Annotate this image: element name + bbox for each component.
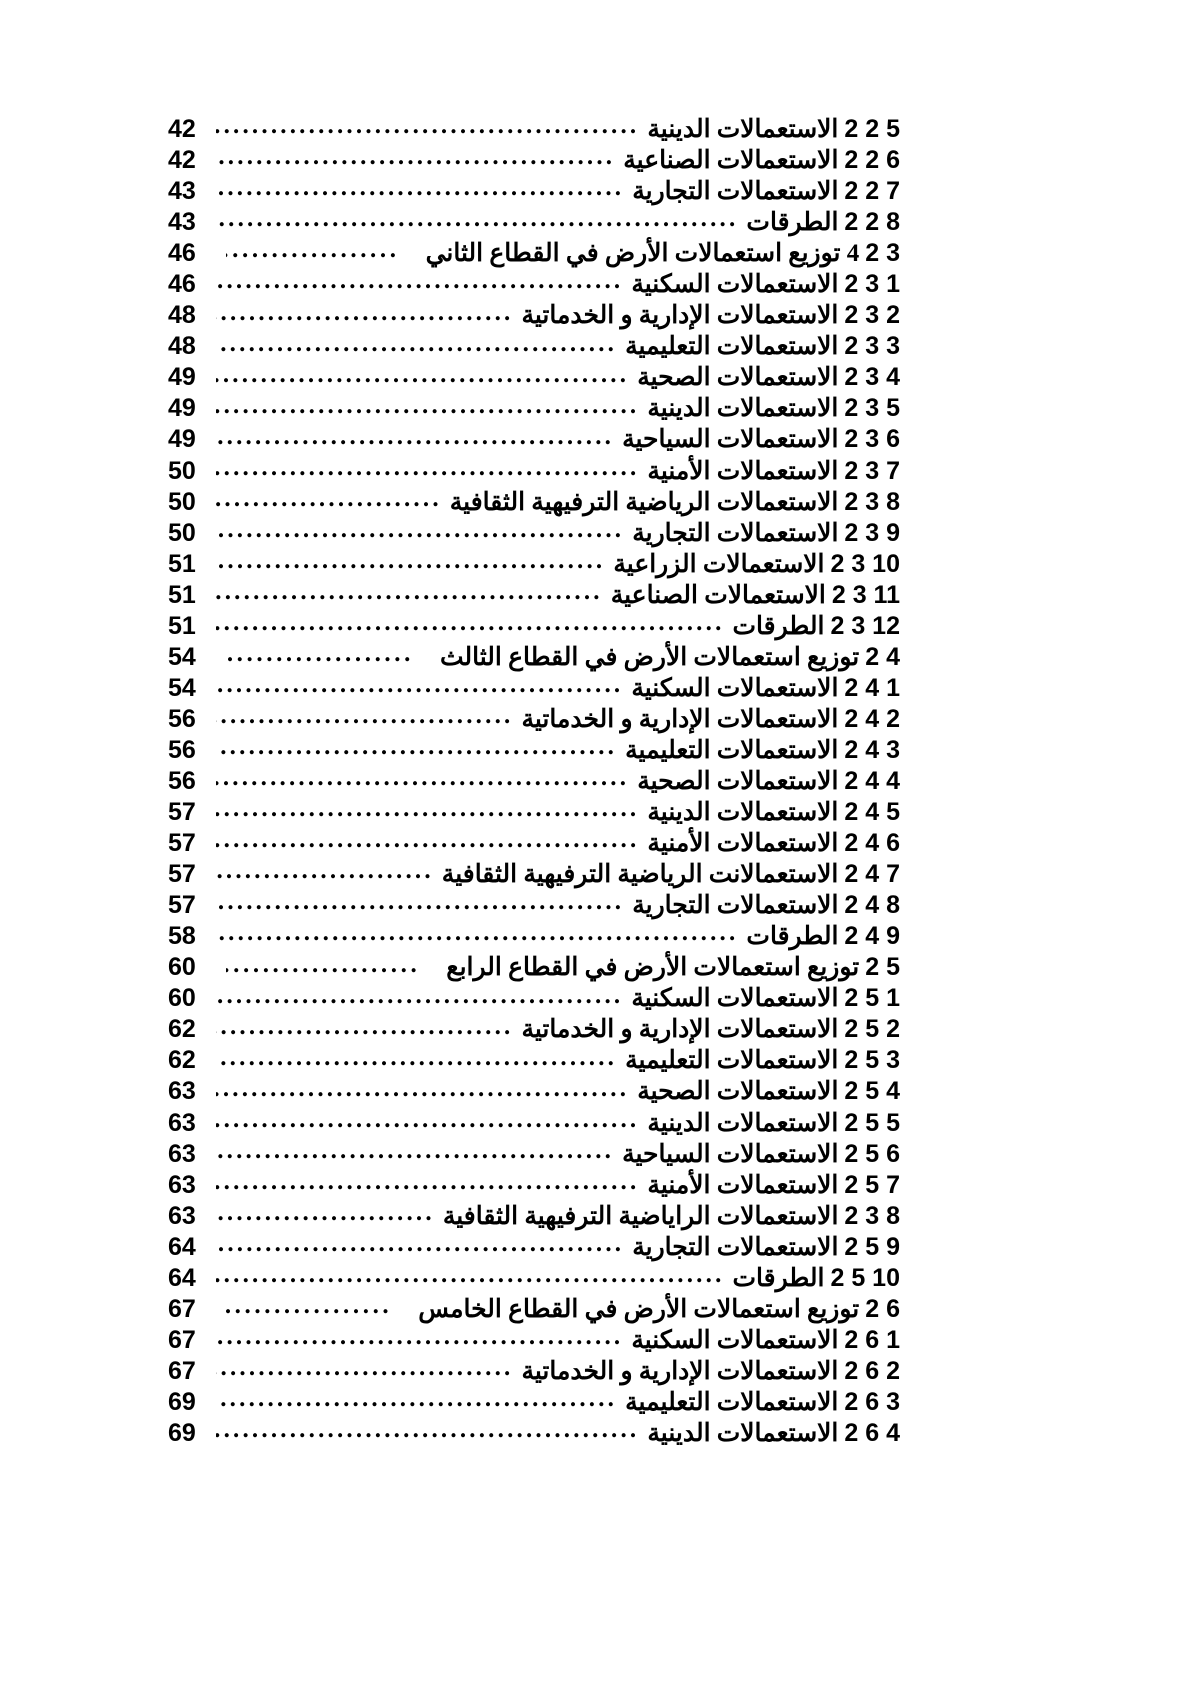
toc-entry-text	[631, 983, 900, 1014]
toc-entry-number: 2 4 2	[844, 704, 900, 733]
toc-entry-number: 2 5 5	[844, 1108, 900, 1137]
dot-leader	[216, 888, 624, 913]
toc-entry-title: الطرقات	[746, 923, 839, 951]
toc-entry-text	[418, 1294, 900, 1325]
dot-leader	[216, 795, 639, 820]
toc-entry-title: الاستعمالات الدينية	[647, 1109, 839, 1137]
toc-entry-row[interactable]	[168, 329, 900, 360]
toc-entry-text	[647, 1170, 900, 1201]
toc-entry-number: 2 4 9	[844, 922, 900, 951]
toc-entry-row[interactable]	[168, 1261, 900, 1292]
toc-entry-number: 2 4 5	[844, 798, 900, 827]
toc-entry-title: الاستعمالات السكنية	[631, 985, 839, 1013]
toc-entry-title: الاستعمالات السكنية	[631, 271, 839, 299]
toc-entry-row[interactable]	[168, 1137, 900, 1168]
toc-entry-title: الاستعمالات السكنية	[631, 674, 839, 702]
toc-entry-title: الاستعمالات الصحية	[637, 1078, 839, 1106]
toc-entry-number: 2 3 7	[844, 456, 900, 485]
toc-entry-title: الطرقات	[746, 209, 839, 237]
toc-entry-text	[647, 1418, 900, 1449]
dot-leader	[216, 1199, 435, 1224]
dot-leader	[216, 1106, 639, 1131]
toc-entry-text	[637, 1076, 900, 1107]
toc-entry-text	[746, 921, 900, 952]
toc-entry-text	[632, 890, 900, 921]
toc-entry-number: 2 4 3	[844, 735, 900, 764]
toc-entry-row[interactable]	[168, 857, 900, 888]
toc-entry-row[interactable]	[168, 826, 900, 857]
toc-entry-row[interactable]	[168, 578, 900, 609]
toc-entry-row[interactable]	[168, 547, 900, 578]
toc-page-number: 51	[168, 549, 196, 578]
toc-page-number: 63	[168, 1077, 196, 1106]
toc-entry-number: 2 3 3	[844, 332, 900, 361]
toc-entry-number: 2 3 8	[844, 1201, 900, 1230]
dot-leader	[216, 857, 434, 882]
toc-entry-title: الاستعمالات الإدارية و الخدماتية	[521, 1357, 839, 1385]
toc-entry-number: 2 6 1	[844, 1325, 900, 1354]
toc-entry-row[interactable]	[168, 702, 900, 733]
toc-entry-text	[746, 207, 900, 238]
toc-entry-number: 2 5 6	[844, 1139, 900, 1168]
toc-page-number: 48	[168, 332, 196, 361]
toc-entry-row[interactable]	[168, 733, 900, 764]
toc-entry-row[interactable]	[168, 1012, 900, 1043]
toc-entry-number: 2 2 6	[844, 146, 900, 175]
toc-entry-title: الاستعمالات التجارية	[632, 1233, 839, 1261]
dot-leader	[216, 1323, 623, 1348]
toc-entry-title: الاستعمالات الصحية	[637, 364, 839, 392]
dot-leader	[216, 733, 617, 758]
dot-leader	[216, 267, 623, 292]
toc-entry-text	[622, 1139, 900, 1170]
toc-entry-text	[625, 735, 900, 766]
toc-page-number: 46	[168, 239, 196, 268]
toc-entry-title: الاستعمالات الأمنية	[647, 457, 839, 485]
toc-page-number: 64	[168, 1263, 196, 1292]
dot-leader	[216, 1137, 614, 1162]
toc-entry-row[interactable]	[168, 391, 900, 422]
toc-entry-text	[637, 766, 900, 797]
toc-entry-number: 2 4 1	[844, 673, 900, 702]
dot-leader	[216, 578, 603, 603]
toc-entry-text	[426, 238, 900, 269]
toc-entry-text	[521, 704, 900, 735]
toc-entry-title: توزيع استعمالات الأرض في القطاع الخامس	[418, 1295, 860, 1323]
toc-entry-number: 2 3	[865, 239, 900, 268]
toc-page-number: 46	[168, 270, 196, 299]
toc-entry-number: 2 3 2	[844, 301, 900, 330]
dot-leader	[216, 609, 725, 634]
toc-entry-text	[625, 331, 900, 362]
toc-entry-row[interactable]	[168, 143, 900, 174]
toc-entry-number: 2 6 2	[844, 1356, 900, 1385]
toc-entry-row[interactable]	[168, 1416, 900, 1447]
toc-page-number: 51	[168, 580, 196, 609]
dot-leader	[216, 422, 614, 447]
toc-entry-title: الاستعمالات الإدارية و الخدماتية	[521, 302, 839, 330]
toc-entry-number: 2 3 11	[831, 580, 900, 609]
toc-entry-title: الاستعمالات التعليمية	[625, 1047, 839, 1075]
toc-entry-row[interactable]	[168, 1199, 900, 1230]
dot-leader	[216, 547, 605, 572]
dot-leader	[216, 1230, 624, 1255]
toc-page-number: 58	[168, 922, 196, 951]
dot-leader	[216, 1354, 513, 1379]
toc-entry-number: 2 5 9	[844, 1232, 900, 1261]
dot-leader	[226, 236, 400, 261]
dot-leader	[226, 640, 414, 665]
toc-entry-row[interactable]	[168, 1074, 900, 1105]
toc-section-row[interactable]	[168, 640, 900, 671]
toc-page-number: 57	[168, 860, 196, 889]
toc-page-number: 62	[168, 1015, 196, 1044]
dot-leader	[216, 702, 513, 727]
toc-entry-title: الاستعمالات الدينية	[647, 116, 839, 143]
toc-page-number: 51	[168, 611, 196, 640]
toc-entry-text	[625, 1045, 900, 1076]
toc-entry-title: الاستعمالات الصناعية	[623, 147, 839, 175]
toc-entry-number: 2 3 10	[830, 549, 900, 578]
toc-entry-text	[647, 1108, 900, 1139]
toc-entry-row[interactable]	[168, 267, 900, 298]
toc-entry-number: 2 5	[865, 953, 900, 982]
toc-entry-text	[647, 456, 900, 487]
toc-entry-row[interactable]	[168, 174, 900, 205]
toc-entry-row[interactable]	[168, 888, 900, 919]
toc-entry-text	[631, 1325, 900, 1356]
toc-section-row[interactable]	[168, 1292, 900, 1323]
dot-leader	[216, 454, 639, 479]
toc-entry-number: 2 5 7	[844, 1170, 900, 1199]
toc-page-number: 56	[168, 766, 196, 795]
toc-entry-row[interactable]	[168, 671, 900, 702]
toc-page-number: 69	[168, 1387, 196, 1416]
dot-leader	[216, 360, 629, 385]
toc-entry-title: الاستعمالات السياحية	[622, 426, 839, 454]
toc-page-number: 67	[168, 1325, 196, 1354]
dot-leader	[216, 671, 623, 696]
toc-entry-title: الاستعمالات الأمنية	[647, 1171, 839, 1199]
toc-entry-number: 2 2 5	[844, 115, 900, 143]
toc-entry-number: 2 3 4	[844, 363, 900, 392]
toc-entry-number: 2 6 3	[844, 1387, 900, 1416]
toc-entry-row[interactable]	[168, 485, 900, 516]
dot-leader	[216, 516, 624, 541]
toc-entry-title: الاستعمالات الصناعية	[610, 581, 826, 609]
dot-leader	[216, 143, 615, 168]
toc-entry-title: الاستعمالات التجارية	[632, 519, 839, 547]
toc-entry-text	[613, 549, 900, 580]
toc-entry-text	[623, 145, 900, 176]
toc-entry-title: الاستعمالات الدينية	[647, 799, 839, 827]
toc-page-number: 54	[168, 673, 196, 702]
toc-entry-text	[647, 393, 900, 424]
dot-leader	[216, 1043, 617, 1068]
table-of-contents	[168, 112, 900, 1447]
toc-entry-row[interactable]	[168, 1354, 900, 1385]
toc-page-number: 43	[168, 177, 196, 206]
toc-page-number: 54	[168, 642, 196, 671]
dot-leader	[216, 1416, 639, 1441]
dot-leader	[216, 919, 738, 944]
toc-page-number: 49	[168, 363, 196, 392]
toc-entry-title: الاستعمالات الأمنية	[647, 830, 839, 858]
dot-leader	[216, 1385, 617, 1410]
toc-entry-text	[647, 828, 900, 859]
toc-entry-text	[631, 269, 900, 300]
toc-page-number: 62	[168, 1046, 196, 1075]
toc-entry-text	[647, 797, 900, 828]
toc-entry-title: الاستعمالات الصحية	[637, 767, 839, 795]
toc-entry-number: 2 6	[865, 1294, 900, 1323]
toc-entry-number: 2 5 1	[844, 984, 900, 1013]
toc-page-number: 50	[168, 456, 196, 485]
dot-leader	[216, 1168, 639, 1193]
toc-entry-text	[442, 859, 900, 890]
dot-leader	[216, 391, 639, 416]
toc-entry-title: الاستعمالات التعليمية	[625, 333, 839, 361]
toc-entry-row[interactable]	[168, 112, 900, 143]
toc-page-number: 56	[168, 704, 196, 733]
toc-entry-row[interactable]	[168, 1168, 900, 1199]
dot-leader	[216, 1074, 629, 1099]
toc-entry-row[interactable]	[168, 360, 900, 391]
toc-entry-title: توزيع استعمالات الأرض في القطاع الثالث	[439, 643, 860, 671]
toc-entry-title: الاستعمالات التعليمية	[625, 1388, 839, 1416]
toc-entry-row[interactable]	[168, 919, 900, 950]
toc-entry-text	[631, 673, 900, 704]
toc-entry-title: الاستعمالات الراياضية الترفيهية الثقافية	[442, 1202, 839, 1230]
toc-entry-text	[521, 1356, 900, 1387]
toc-page-number: 49	[168, 394, 196, 423]
toc-entry-row[interactable]	[168, 795, 900, 826]
toc-entry-row[interactable]	[168, 205, 900, 236]
toc-entry-number: 2 5 2	[844, 1015, 900, 1044]
toc-entry-number: 2 3 1	[844, 270, 900, 299]
toc-entry-title: الطرقات	[732, 1264, 825, 1292]
toc-entry-number: 2 3 9	[844, 518, 900, 547]
toc-entry-title: الاستعمالات الإدارية و الخدماتية	[521, 705, 839, 733]
toc-page-number: 42	[168, 115, 196, 143]
dot-leader	[226, 1292, 392, 1317]
toc-page-number: 57	[168, 829, 196, 858]
toc-page-number: 49	[168, 425, 196, 454]
toc-entry-title: الطرقات	[732, 612, 825, 640]
toc-entry-number: 2 4	[865, 642, 900, 671]
toc-section-row[interactable]	[168, 950, 900, 981]
toc-page-number: 64	[168, 1232, 196, 1261]
dot-leader	[216, 826, 639, 851]
toc-entry-row[interactable]	[168, 454, 900, 485]
toc-entry-number: 2 2 7	[844, 177, 900, 206]
toc-entry-row[interactable]	[168, 1230, 900, 1261]
toc-page-number: 50	[168, 518, 196, 547]
toc-entry-number: 2 4 8	[844, 891, 900, 920]
dot-leader	[216, 1012, 513, 1037]
toc-entry-number: 2 2 8	[844, 208, 900, 237]
toc-entry-number: 2 3 5	[844, 394, 900, 423]
toc-entry-number: 2 4 7	[844, 860, 900, 889]
toc-page-number: 63	[168, 1170, 196, 1199]
toc-entry-row[interactable]	[168, 1106, 900, 1137]
toc-entry-number: 2 5 4	[844, 1077, 900, 1106]
toc-page-number: 48	[168, 301, 196, 330]
toc-entry-title: الاستعمالات السياحية	[622, 1140, 839, 1168]
toc-entry-text	[625, 1387, 900, 1418]
toc-entry-title: الاستعمالات السكنية	[631, 1326, 839, 1354]
toc-entry-title: الاستعمالات التجارية	[632, 892, 839, 920]
toc-entry-title: الاستعمالانت الرياضية الترفيهية الثقافية	[441, 861, 839, 889]
toc-entry-number: 2 3 12	[830, 611, 900, 640]
toc-entry-number: 2 5 10	[830, 1263, 900, 1292]
toc-page-number: 56	[168, 735, 196, 764]
toc-entry-text	[637, 362, 900, 393]
toc-entry-number: 2 3 8	[844, 487, 900, 516]
toc-entry-title: الاستعمالات الدينية	[647, 395, 839, 423]
toc-entry-title: توزيع استعمالات الأرض في القطاع الرابع	[446, 954, 860, 982]
toc-entry-text	[733, 1263, 900, 1294]
toc-entry-title: الاستعمالات التعليمية	[625, 736, 839, 764]
toc-entry-number: 2 4 4	[844, 766, 900, 795]
toc-page-number: 43	[168, 208, 196, 237]
toc-entry-row[interactable]	[168, 981, 900, 1012]
toc-entry-text	[622, 424, 900, 455]
toc-entry-text	[632, 1232, 900, 1263]
dot-leader	[216, 764, 629, 789]
dot-leader	[216, 174, 624, 199]
toc-entry-title: 4 توزيع استعمالات الأرض في القطاع الثاني	[425, 240, 860, 268]
toc-page-number: 63	[168, 1108, 196, 1137]
toc-entry-number: 2 5 3	[844, 1046, 900, 1075]
toc-entry-text	[611, 580, 900, 611]
toc-entry-text	[632, 518, 900, 549]
toc-page-number: 42	[168, 146, 196, 175]
toc-entry-row[interactable]	[168, 298, 900, 329]
dot-leader	[216, 329, 617, 354]
toc-entry-row[interactable]	[168, 1043, 900, 1074]
dot-leader	[216, 485, 442, 510]
dot-leader	[216, 298, 513, 323]
toc-entry-text	[521, 300, 900, 331]
toc-entry-text	[632, 176, 900, 207]
toc-entry-text	[440, 642, 900, 673]
toc-page-number: 60	[168, 953, 196, 982]
toc-entry-row[interactable]	[168, 609, 900, 640]
toc-page-number: 67	[168, 1294, 196, 1323]
dot-leader	[216, 981, 623, 1006]
toc-entry-text	[647, 114, 900, 145]
toc-page-number: 63	[168, 1139, 196, 1168]
toc-page-number: 57	[168, 798, 196, 827]
toc-entry-number: 2 3 6	[844, 425, 900, 454]
toc-page-number: 63	[168, 1201, 196, 1230]
toc-entry-title: الاستعمالات التجارية	[632, 178, 839, 206]
toc-entry-row[interactable]	[168, 764, 900, 795]
toc-entry-title: الاستعمالات الدينية	[647, 1419, 839, 1447]
toc-entry-title: الاستعمالات الإدارية و الخدماتية	[521, 1016, 839, 1044]
dot-leader	[216, 112, 639, 137]
toc-entry-row[interactable]	[168, 1385, 900, 1416]
toc-entry-text	[446, 952, 900, 983]
toc-entry-text	[443, 1201, 900, 1232]
dot-leader	[226, 950, 420, 975]
toc-entry-row[interactable]	[168, 422, 900, 453]
toc-entry-title: الاستعمالات الرياضية الترفيهية الثقافية	[449, 488, 839, 516]
dot-leader	[216, 1261, 725, 1286]
dot-leader	[216, 205, 738, 230]
toc-page-number: 50	[168, 487, 196, 516]
toc-entry-number: 2 4 6	[844, 829, 900, 858]
toc-entry-text	[521, 1014, 900, 1045]
toc-page-number: 67	[168, 1356, 196, 1385]
toc-page-number: 60	[168, 984, 196, 1013]
toc-entry-text	[450, 487, 900, 518]
toc-entry-row[interactable]	[168, 1323, 900, 1354]
toc-entry-text	[733, 611, 900, 642]
toc-entry-title: الاستعمالات الزراعية	[613, 550, 825, 578]
toc-page-number: 69	[168, 1418, 196, 1447]
toc-entry-row[interactable]	[168, 516, 900, 547]
toc-page-number: 57	[168, 891, 196, 920]
toc-section-row[interactable]	[168, 236, 900, 267]
toc-entry-number: 2 6 4	[844, 1418, 900, 1447]
